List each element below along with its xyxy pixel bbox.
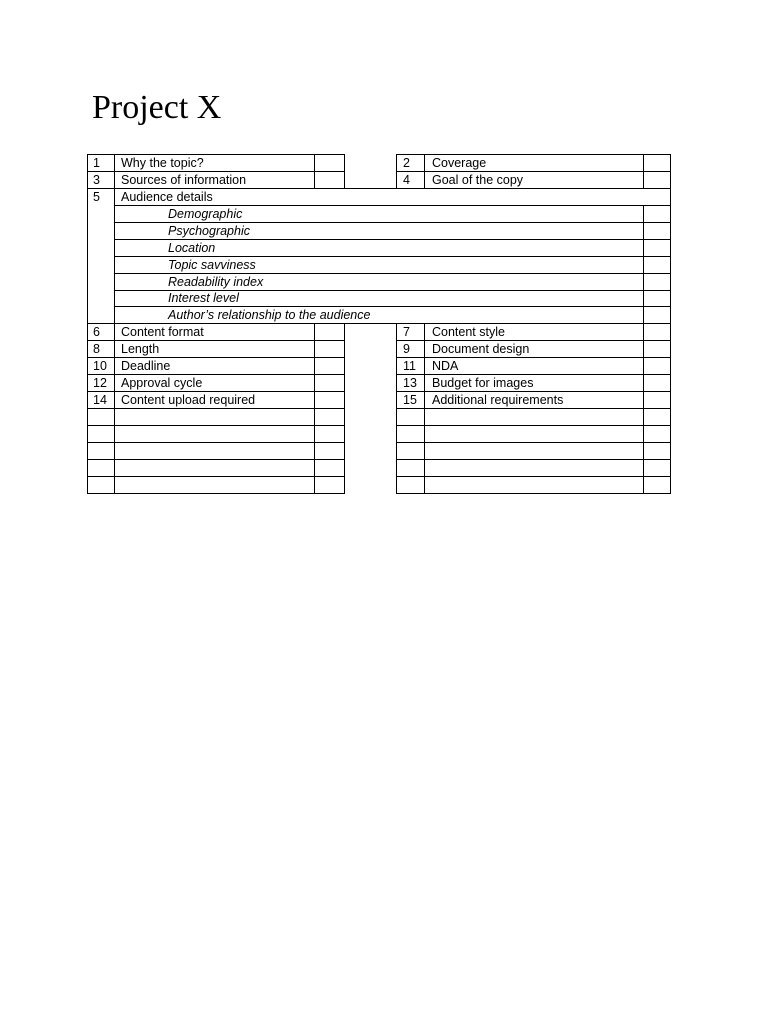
checkbox-cell[interactable] <box>644 460 670 476</box>
checkbox-cell[interactable] <box>315 392 344 408</box>
item-number: 2 <box>403 156 410 170</box>
checkbox-cell[interactable] <box>315 409 344 425</box>
empty-number-cell[interactable] <box>88 477 114 493</box>
grid-line <box>670 154 671 494</box>
document-title: Project X <box>92 89 222 126</box>
item-number: 8 <box>93 342 100 356</box>
item-label: Why the topic? <box>121 156 204 170</box>
item-label: NDA <box>432 359 459 373</box>
item-number: 5 <box>93 190 100 204</box>
checkbox-cell[interactable] <box>644 375 670 391</box>
audience-subitem: Location <box>168 241 216 255</box>
item-number: 3 <box>93 173 100 187</box>
item-label: Content style <box>432 325 505 339</box>
checkbox-cell[interactable] <box>644 443 670 459</box>
item-number: 4 <box>403 173 410 187</box>
grid-line <box>344 154 345 188</box>
empty-label-cell[interactable] <box>425 443 643 459</box>
empty-number-cell[interactable] <box>397 443 424 459</box>
empty-label-cell[interactable] <box>115 409 314 425</box>
item-label: Coverage <box>432 156 487 170</box>
checkbox-cell[interactable] <box>644 223 670 239</box>
item-label: Additional requirements <box>432 393 564 407</box>
checkbox-cell[interactable] <box>315 460 344 476</box>
checkbox-cell[interactable] <box>315 341 344 357</box>
empty-number-cell[interactable] <box>397 409 424 425</box>
checkbox-cell[interactable] <box>315 155 344 171</box>
empty-label-cell[interactable] <box>115 477 314 493</box>
item-number: 12 <box>93 376 107 390</box>
empty-number-cell[interactable] <box>88 460 114 476</box>
empty-label-cell[interactable] <box>115 460 314 476</box>
checkbox-cell[interactable] <box>644 477 670 493</box>
item-number: 6 <box>93 325 100 339</box>
checkbox-cell[interactable] <box>644 409 670 425</box>
checkbox-cell[interactable] <box>644 358 670 374</box>
grid-line <box>396 154 397 188</box>
item-label: Length <box>121 342 160 356</box>
item-number: 13 <box>403 376 417 390</box>
empty-label-cell[interactable] <box>425 477 643 493</box>
empty-number-cell[interactable] <box>397 426 424 442</box>
audience-subitem: Psychographic <box>168 224 250 238</box>
checkbox-cell[interactable] <box>644 240 670 256</box>
item-number: 15 <box>403 393 417 407</box>
item-number: 14 <box>93 393 107 407</box>
item-label: Content upload required <box>121 393 256 407</box>
item-label: Audience details <box>121 190 213 204</box>
item-label: Document design <box>432 342 530 356</box>
audience-subitem: Interest level <box>168 291 239 305</box>
empty-number-cell[interactable] <box>397 477 424 493</box>
checkbox-cell[interactable] <box>644 155 670 171</box>
empty-number-cell[interactable] <box>88 409 114 425</box>
audience-subitem: Readability index <box>168 275 264 289</box>
item-label: Budget for images <box>432 376 534 390</box>
empty-label-cell[interactable] <box>115 443 314 459</box>
item-label: Content format <box>121 325 204 339</box>
audience-subitem: Author’s relationship to the audience <box>168 308 371 322</box>
checkbox-cell[interactable] <box>644 324 670 340</box>
empty-number-cell[interactable] <box>397 460 424 476</box>
item-number: 9 <box>403 342 410 356</box>
checkbox-cell[interactable] <box>315 443 344 459</box>
grid-line <box>424 154 425 188</box>
item-number: 1 <box>93 156 100 170</box>
empty-label-cell[interactable] <box>425 409 643 425</box>
item-label: Goal of the copy <box>432 173 524 187</box>
checkbox-cell[interactable] <box>644 257 670 273</box>
checkbox-cell[interactable] <box>315 426 344 442</box>
empty-number-cell[interactable] <box>88 426 114 442</box>
checkbox-cell[interactable] <box>315 375 344 391</box>
empty-label-cell[interactable] <box>425 426 643 442</box>
checkbox-cell[interactable] <box>644 307 670 323</box>
grid-line <box>344 323 345 494</box>
checkbox-cell[interactable] <box>644 290 670 306</box>
checkbox-cell[interactable] <box>644 392 670 408</box>
empty-number-cell[interactable] <box>88 443 114 459</box>
item-label: Approval cycle <box>121 376 203 390</box>
item-number: 10 <box>93 359 107 373</box>
checkbox-cell[interactable] <box>315 324 344 340</box>
checkbox-cell[interactable] <box>644 426 670 442</box>
checkbox-cell[interactable] <box>644 341 670 357</box>
empty-label-cell[interactable] <box>425 460 643 476</box>
audience-subitem: Demographic <box>168 207 243 221</box>
audience-subitem: Topic savviness <box>168 258 256 272</box>
item-label: Deadline <box>121 359 171 373</box>
checkbox-cell[interactable] <box>644 274 670 290</box>
checkbox-cell[interactable] <box>315 172 344 188</box>
checkbox-cell[interactable] <box>315 358 344 374</box>
checkbox-cell[interactable] <box>315 477 344 493</box>
item-label: Sources of information <box>121 173 247 187</box>
grid-line <box>87 493 345 494</box>
item-number: 11 <box>403 359 416 373</box>
item-number: 7 <box>403 325 410 339</box>
empty-label-cell[interactable] <box>115 426 314 442</box>
checkbox-cell[interactable] <box>644 172 670 188</box>
checkbox-cell[interactable] <box>644 206 670 222</box>
grid-line <box>396 493 671 494</box>
